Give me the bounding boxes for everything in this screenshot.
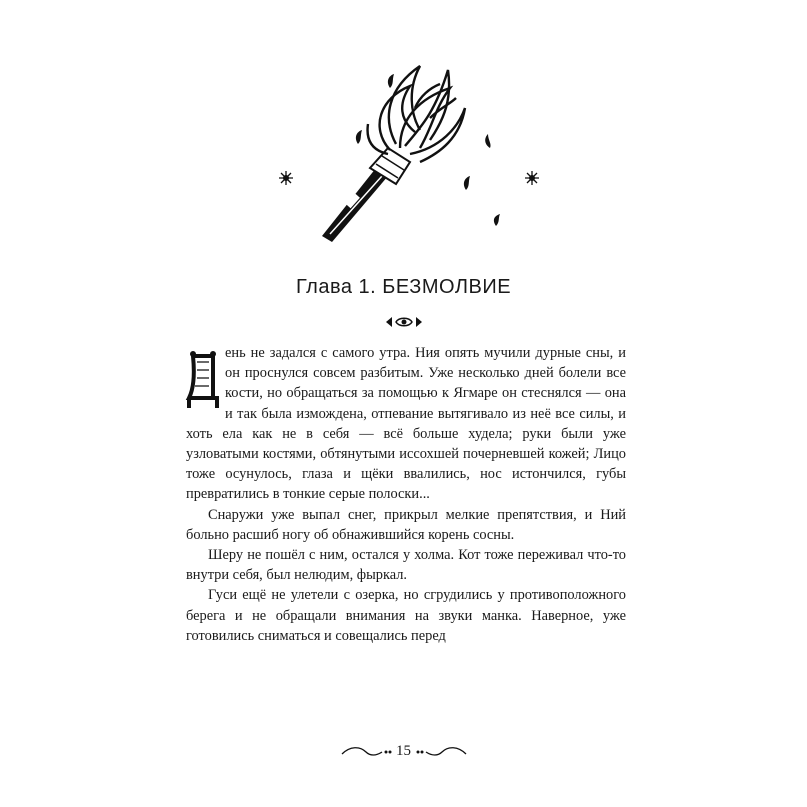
torch-illustration: [270, 58, 550, 248]
page-number: 15: [396, 743, 411, 759]
eye-ornament: [384, 315, 424, 329]
star-ornament-right: [525, 171, 539, 185]
torch-handle: [322, 148, 410, 242]
body-text: [186, 343, 626, 646]
chapter-title: Глава 1. БЕЗМОЛВИЕ: [295, 276, 512, 298]
dropcap-letter: [185, 346, 219, 412]
paragraph-3: Шеру не пошёл с ним, остался у холма. Кот тоже переживал что-то внутри себя, был нелюдим, фыркал.: [186, 547, 626, 584]
paragraph-1-text: ень не задался с самого утра. Ния опять мучили дурные сны, и он проснулся совсем разбитым. Уже несколько дней болели все кости, но обращаться за помощью к Ягмаре он стеснялся — она и так была измождена, отпевание вытягивало из неё все силы, и хоть ела как не в себя — всё больше худела; руки были уже узловатыми костями, обтянутыми иссохшей почерневшей кожей; Лицо тоже осунулось, глаза и щёки ввалились, нос истончился, губы превратились в тонкие серые полоски...: [186, 345, 626, 503]
paragraph-2: Снаружи уже выпал снег, прикрыл мелкие препятствия, и Ний больно расшиб ногу об обнажившийся корень сосны.: [186, 506, 626, 543]
star-ornament-left: [279, 171, 293, 185]
paragraph-1: [186, 343, 626, 505]
torch-flame: [368, 66, 465, 162]
svg-text:Д: Д: [202, 404, 203, 405]
paragraph-4: Гуси ещё не улетели с озерка, но сгрудились у противоположного берега и не обращали внимания на звуки манка. Наверное, уже готовились сниматься и совещались перед: [186, 587, 626, 644]
